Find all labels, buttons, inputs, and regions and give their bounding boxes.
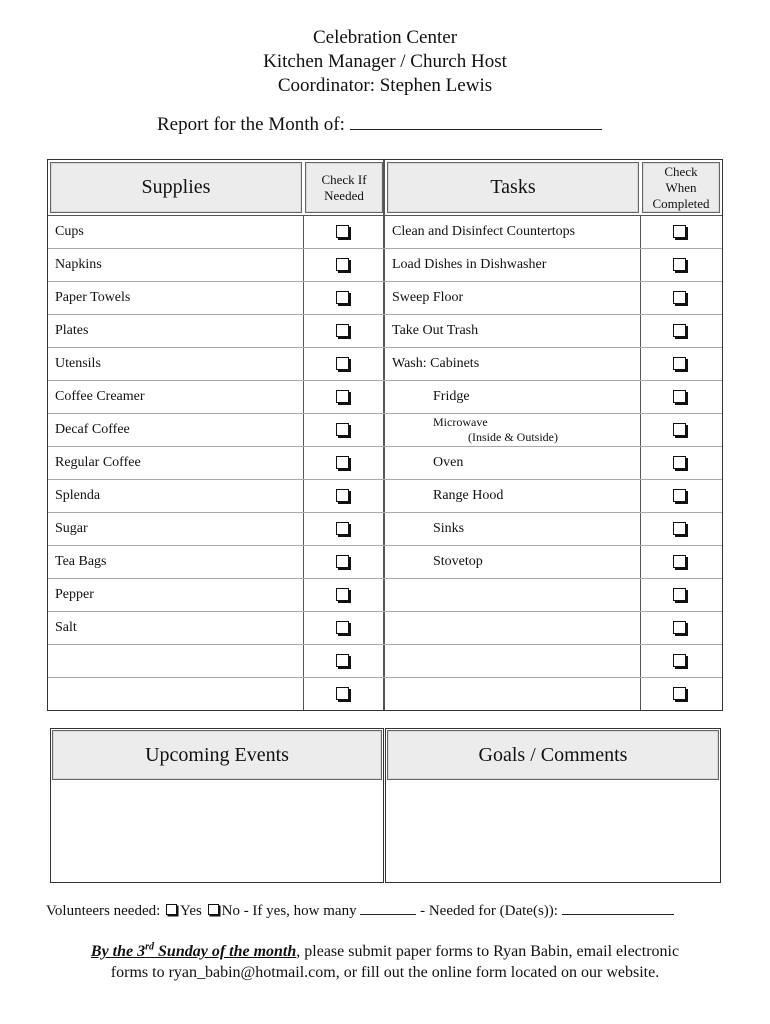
task-item: Sinks bbox=[433, 521, 465, 536]
yes-label: Yes bbox=[180, 903, 202, 919]
checklist-row bbox=[48, 678, 722, 711]
supply-item: Utensils bbox=[55, 356, 101, 371]
supply-item: Regular Coffee bbox=[55, 455, 141, 470]
report-month-label: Report for the Month of: bbox=[157, 114, 345, 135]
task-completed-checkbox[interactable] bbox=[673, 489, 686, 502]
supply-needed-checkbox[interactable] bbox=[336, 456, 349, 469]
check-if-needed-header bbox=[305, 162, 383, 213]
supply-needed-checkbox[interactable] bbox=[336, 489, 349, 502]
task-completed-checkbox[interactable] bbox=[673, 654, 686, 667]
tasks-header-label: Tasks bbox=[490, 176, 536, 198]
supply-item: Paper Towels bbox=[55, 290, 131, 305]
task-item: Range Hood bbox=[433, 488, 504, 503]
checklist-row bbox=[48, 315, 722, 348]
supply-needed-checkbox[interactable] bbox=[336, 225, 349, 238]
supply-needed-checkbox[interactable] bbox=[336, 390, 349, 403]
checklist-row bbox=[48, 546, 722, 579]
how-many-blank[interactable] bbox=[360, 914, 416, 915]
task-completed-checkbox[interactable] bbox=[673, 588, 686, 601]
checklist-row bbox=[48, 480, 722, 513]
task-completed-checkbox[interactable] bbox=[673, 687, 686, 700]
checklist-row bbox=[48, 414, 722, 447]
deadline-sunday: Sunday of the month bbox=[154, 943, 297, 960]
task-item: Stovetop bbox=[433, 554, 483, 569]
volunteers-label: Volunteers needed: bbox=[46, 903, 161, 919]
checklist-row bbox=[48, 612, 722, 645]
goals-comments-field[interactable] bbox=[386, 781, 720, 882]
supply-item: Decaf Coffee bbox=[55, 422, 130, 437]
deadline-ordinal: rd bbox=[145, 941, 155, 953]
task-completed-checkbox[interactable] bbox=[673, 324, 686, 337]
volunteers-line bbox=[46, 903, 674, 920]
check-if-needed-line-1: Check If bbox=[321, 171, 367, 187]
supply-needed-checkbox[interactable] bbox=[336, 423, 349, 436]
supply-needed-checkbox[interactable] bbox=[336, 291, 349, 304]
task-completed-checkbox[interactable] bbox=[673, 555, 686, 568]
supply-item: Sugar bbox=[55, 521, 88, 536]
check-when-line-3: Completed bbox=[652, 195, 710, 211]
check-when-completed-header bbox=[642, 162, 720, 213]
no-label: No - If yes, how many bbox=[221, 903, 357, 919]
checklist-row bbox=[48, 579, 722, 612]
task-completed-checkbox[interactable] bbox=[673, 621, 686, 634]
supply-needed-checkbox[interactable] bbox=[336, 588, 349, 601]
check-when-completed-text bbox=[652, 164, 709, 212]
yes-checkbox[interactable] bbox=[166, 904, 177, 915]
checklist-row bbox=[48, 249, 722, 282]
supply-needed-checkbox[interactable] bbox=[336, 654, 349, 667]
task-item: Oven bbox=[433, 455, 464, 470]
checklist-row bbox=[48, 381, 722, 414]
report-month-line bbox=[157, 114, 602, 136]
upcoming-events-field[interactable] bbox=[51, 781, 383, 882]
task-completed-checkbox[interactable] bbox=[673, 258, 686, 271]
upcoming-events-header bbox=[52, 730, 382, 780]
title-line-3: Coordinator: Stephen Lewis bbox=[277, 75, 493, 96]
title-line-1: Celebration Center bbox=[312, 27, 458, 48]
supply-needed-checkbox[interactable] bbox=[336, 357, 349, 370]
checklist-row bbox=[48, 513, 722, 546]
deadline-emphasis bbox=[91, 943, 296, 960]
supplies-header bbox=[50, 162, 302, 213]
checklist-row bbox=[48, 282, 722, 315]
checklist-row bbox=[48, 645, 722, 678]
supply-item: Salt bbox=[55, 620, 77, 635]
checklist-row bbox=[48, 216, 722, 249]
task-completed-checkbox[interactable] bbox=[673, 291, 686, 304]
task-item: Fridge bbox=[433, 389, 470, 404]
task-item: Sweep Floor bbox=[392, 290, 464, 305]
check-if-needed-text bbox=[321, 172, 366, 204]
upcoming-events-label: Upcoming Events bbox=[145, 743, 289, 766]
task-item: Clean and Disinfect Countertops bbox=[392, 224, 576, 239]
task-item-microwave-note: (Inside & Outside) bbox=[468, 430, 558, 444]
supply-needed-checkbox[interactable] bbox=[336, 324, 349, 337]
task-item: Take Out Trash bbox=[392, 323, 479, 338]
task-item: Load Dishes in Dishwasher bbox=[392, 257, 547, 272]
supply-item: Tea Bags bbox=[55, 554, 107, 569]
supply-needed-checkbox[interactable] bbox=[336, 522, 349, 535]
task-completed-checkbox[interactable] bbox=[673, 423, 686, 436]
supplies-header-label: Supplies bbox=[141, 176, 211, 198]
title-line-2: Kitchen Manager / Church Host bbox=[263, 51, 507, 72]
task-completed-checkbox[interactable] bbox=[673, 522, 686, 535]
supply-needed-checkbox[interactable] bbox=[336, 621, 349, 634]
month-input-blank[interactable] bbox=[350, 129, 602, 130]
supply-item: Coffee Creamer bbox=[55, 389, 145, 404]
task-item: Wash: Cabinets bbox=[392, 356, 480, 371]
submission-note-line-1 bbox=[0, 941, 770, 962]
submission-note-rest: , please submit paper forms to Ryan Babin, email electronic bbox=[296, 943, 680, 960]
needed-for-label: - Needed for (Date(s)): bbox=[420, 903, 558, 919]
supply-item: Splenda bbox=[55, 488, 101, 503]
submission-note-line-2: forms to ryan_babin@hotmail.com, or fill out the online form located on our website. bbox=[110, 964, 660, 981]
check-when-line-2: When bbox=[665, 179, 697, 195]
deadline-by-the: By the 3 bbox=[90, 943, 146, 960]
dates-blank[interactable] bbox=[562, 914, 674, 915]
supply-item: Cups bbox=[55, 224, 84, 239]
supply-needed-checkbox[interactable] bbox=[336, 687, 349, 700]
tasks-header bbox=[387, 162, 639, 213]
supply-item: Plates bbox=[55, 323, 89, 338]
goals-comments-header bbox=[387, 730, 719, 780]
supply-needed-checkbox[interactable] bbox=[336, 258, 349, 271]
no-checkbox[interactable] bbox=[208, 904, 219, 915]
goals-comments-label: Goals / Comments bbox=[478, 743, 628, 766]
supply-item: Pepper bbox=[55, 587, 94, 602]
check-when-line-1: Check bbox=[664, 163, 698, 179]
checklist-row bbox=[48, 447, 722, 480]
task-completed-checkbox[interactable] bbox=[673, 357, 686, 370]
task-completed-checkbox[interactable] bbox=[673, 225, 686, 238]
task-completed-checkbox[interactable] bbox=[673, 456, 686, 469]
supply-item: Napkins bbox=[55, 257, 102, 272]
task-completed-checkbox[interactable] bbox=[673, 390, 686, 403]
checklist-row bbox=[48, 348, 722, 381]
check-if-needed-line-2: Needed bbox=[324, 187, 364, 203]
supply-needed-checkbox[interactable] bbox=[336, 555, 349, 568]
task-item-microwave: Microwave bbox=[433, 415, 488, 429]
